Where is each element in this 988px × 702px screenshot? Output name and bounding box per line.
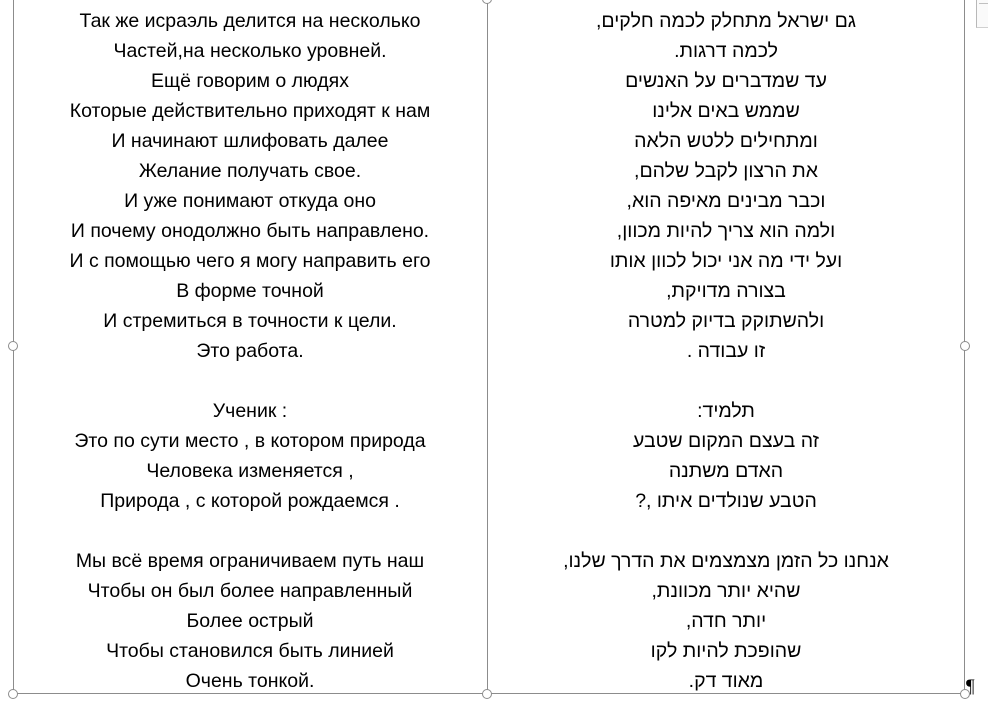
text-line: את הרצון לקבל שלהם,: [634, 160, 818, 182]
text-line: И почему онодолжно быть направлено.: [70, 220, 430, 242]
text-line: Более острый: [186, 610, 314, 632]
blank-line: [488, 516, 964, 546]
hebrew-text-column[interactable]: [488, 6, 964, 696]
text-line: שממש באים אלינו: [652, 100, 800, 122]
text-line: Которые действительно приходят к нам: [69, 100, 431, 122]
paragraph-mark-icon: ¶: [966, 676, 975, 697]
text-line: ומתחילים ללטש הלאה: [634, 130, 818, 152]
blank-line: [14, 366, 486, 396]
text-line: עד שמדברים על האנשים: [625, 70, 827, 92]
text-line: ולהשתוקק בדיוק למטרה: [627, 310, 825, 332]
text-line: Это работа.: [196, 340, 304, 362]
text-line: הטבע שנולדים איתו ,?: [635, 490, 817, 512]
text-line: זו עבודה .: [686, 340, 766, 362]
text-line: И начинают шлифовать далее: [111, 130, 389, 152]
text-line: Человека изменяется ,: [146, 460, 354, 482]
text-line: Желание получать свое.: [138, 160, 362, 182]
text-line: יותר חדה,: [685, 610, 767, 632]
text-line: שהיא יותר מכוונת,: [651, 580, 801, 602]
text-line: לכמה דרגות.: [674, 40, 778, 62]
text-line: Чтобы он был более направленный: [87, 580, 413, 602]
text-line: Очень тонкой.: [185, 670, 315, 692]
text-line: Частей,на несколько уровней.: [113, 40, 387, 62]
text-line: גם ישראל מתחלק לכמה חלקים,: [595, 10, 857, 32]
text-line: И уже понимают откуда оно: [124, 190, 376, 212]
text-line: ולמה הוא צריך להיות מכוון,: [616, 220, 836, 242]
text-line: Чтобы становился быть линией: [106, 640, 394, 662]
page-edge: [976, 0, 988, 28]
text-line: Это по сути место , в котором природа: [74, 430, 426, 452]
blank-line: [14, 516, 486, 546]
russian-text-column[interactable]: [14, 6, 486, 696]
text-line: Мы всё время ограничиваем путь наш: [75, 550, 425, 572]
blank-line: [488, 366, 964, 396]
text-line: Природа , с которой рождаемся .: [100, 490, 400, 512]
text-line: זה בעצם המקום שטבע: [633, 430, 819, 452]
text-line: אנחנו כל הזמן מצמצמים את הדרך שלנו,: [563, 550, 889, 572]
page-edge-line: [979, 3, 988, 4]
text-line: Так же исраэль делится на несколько: [79, 10, 421, 32]
text-line: שהופכת להיות לקו: [650, 640, 802, 662]
text-line: ועל ידי מה אני יכול לכוון אותו: [609, 250, 843, 272]
text-line: וכבר מבינים מאיפה הוא,: [626, 190, 826, 212]
text-line: תלמיד:: [697, 400, 755, 422]
text-line: Ещё говорим о людях: [151, 70, 349, 92]
text-line: И с помощью чего я могу направить его: [69, 250, 431, 272]
text-line: Ученик :: [212, 400, 288, 422]
text-line: В форме точной: [176, 280, 324, 302]
text-line: האדם משתנה: [668, 460, 784, 482]
text-line: И стремиться в точности к цели.: [103, 310, 397, 332]
text-line: בצורה מדויקת,: [666, 280, 786, 302]
text-line: מאוד דק.: [688, 670, 764, 692]
